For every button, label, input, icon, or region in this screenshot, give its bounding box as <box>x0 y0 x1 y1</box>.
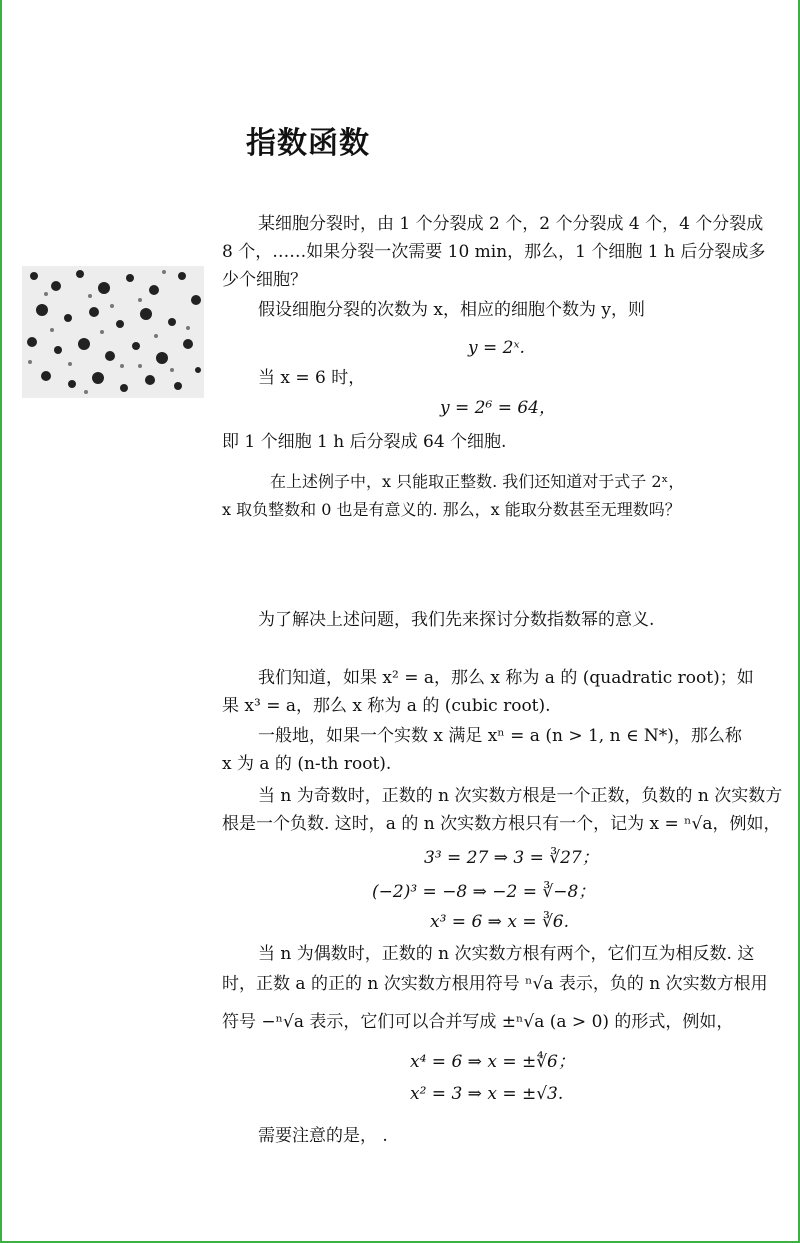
even-n-text-line: 时，正数 a 的正的 n 次实数方根用符号 ⁿ√a 表示，负的 n 次实数方根用 <box>222 974 768 994</box>
intro-text-line: 某细胞分裂时，由 1 个分裂成 2 个，2 个分裂成 4 个，4 个分裂成 <box>258 214 764 234</box>
cube-root-definition: 果 x³ = a，那么 x 称为 a 的 (cubic root). <box>222 696 551 716</box>
even-n-text-line: 当 n 为偶数时，正数的 n 次实数方根有两个，它们互为相反数. 这 <box>258 944 755 964</box>
even-example-equation: x² = 3 ⇒ x = ±√3. <box>410 1084 564 1104</box>
even-example-equation: x⁴ = 6 ⇒ x = ±∜6； <box>410 1052 575 1072</box>
equation-y-64: y = 2⁶ = 64， <box>440 398 556 418</box>
question-text-line: 在上述例子中，x 只能取正整数. 我们还知道对于式子 2ˣ， <box>270 472 685 491</box>
when-x-6-text: 当 x = 6 时， <box>258 368 366 388</box>
section-intro-text: 为了解决上述问题，我们先来探讨分数指数幂的意义. <box>258 610 655 630</box>
question-text-line: x 取负整数和 0 也是有意义的. 那么，x 能取分数甚至无理数吗？ <box>222 500 681 519</box>
nth-root-definition-line: 一般地，如果一个实数 x 满足 xⁿ = a (n > 1, n ∈ N*)，那么称 <box>258 726 742 746</box>
frame-left-border <box>0 0 2 1243</box>
equation-y-2x: y = 2ˣ. <box>468 338 525 358</box>
intro-text-line: 8 个，……如果分裂一次需要 10 min，那么，1 个细胞 1 h 后分裂成多 <box>222 242 766 262</box>
assumption-text: 假设细胞分裂的次数为 x，相应的细胞个数为 y，则 <box>258 300 645 320</box>
conclusion-text: 即 1 个细胞 1 h 后分裂成 64 个细胞. <box>222 432 507 452</box>
square-root-definition: 我们知道，如果 x² = a，那么 x 称为 a 的 (quadratic root)；如 <box>258 668 754 688</box>
nth-root-definition-line: x 为 a 的 (n-th root). <box>222 754 392 774</box>
odd-example-equation: x³ = 6 ⇒ x = ∛6. <box>430 912 570 932</box>
odd-n-text-line: 当 n 为奇数时，正数的 n 次实数方根是一个正数，负数的 n 次实数方 <box>258 786 783 806</box>
odd-example-equation: (−2)³ = −8 ⇒ −2 = ∛−8； <box>372 882 596 902</box>
intro-text-line: 少个细胞？ <box>222 270 307 290</box>
cell-division-image <box>22 266 204 398</box>
even-n-text-line: 符号 −ⁿ√a 表示，它们可以合并写成 ±ⁿ√a (a > 0) 的形式，例如， <box>222 1012 734 1032</box>
odd-n-text-line: 根是一个负数. 这时，a 的 n 次实数方根只有一个，记为 x = ⁿ√a，例如， <box>222 814 781 834</box>
note-text: 需要注意的是， . <box>258 1126 388 1146</box>
page-title: 指数函数 <box>246 126 370 161</box>
odd-example-equation: 3³ = 27 ⇒ 3 = ∛27； <box>424 848 599 868</box>
